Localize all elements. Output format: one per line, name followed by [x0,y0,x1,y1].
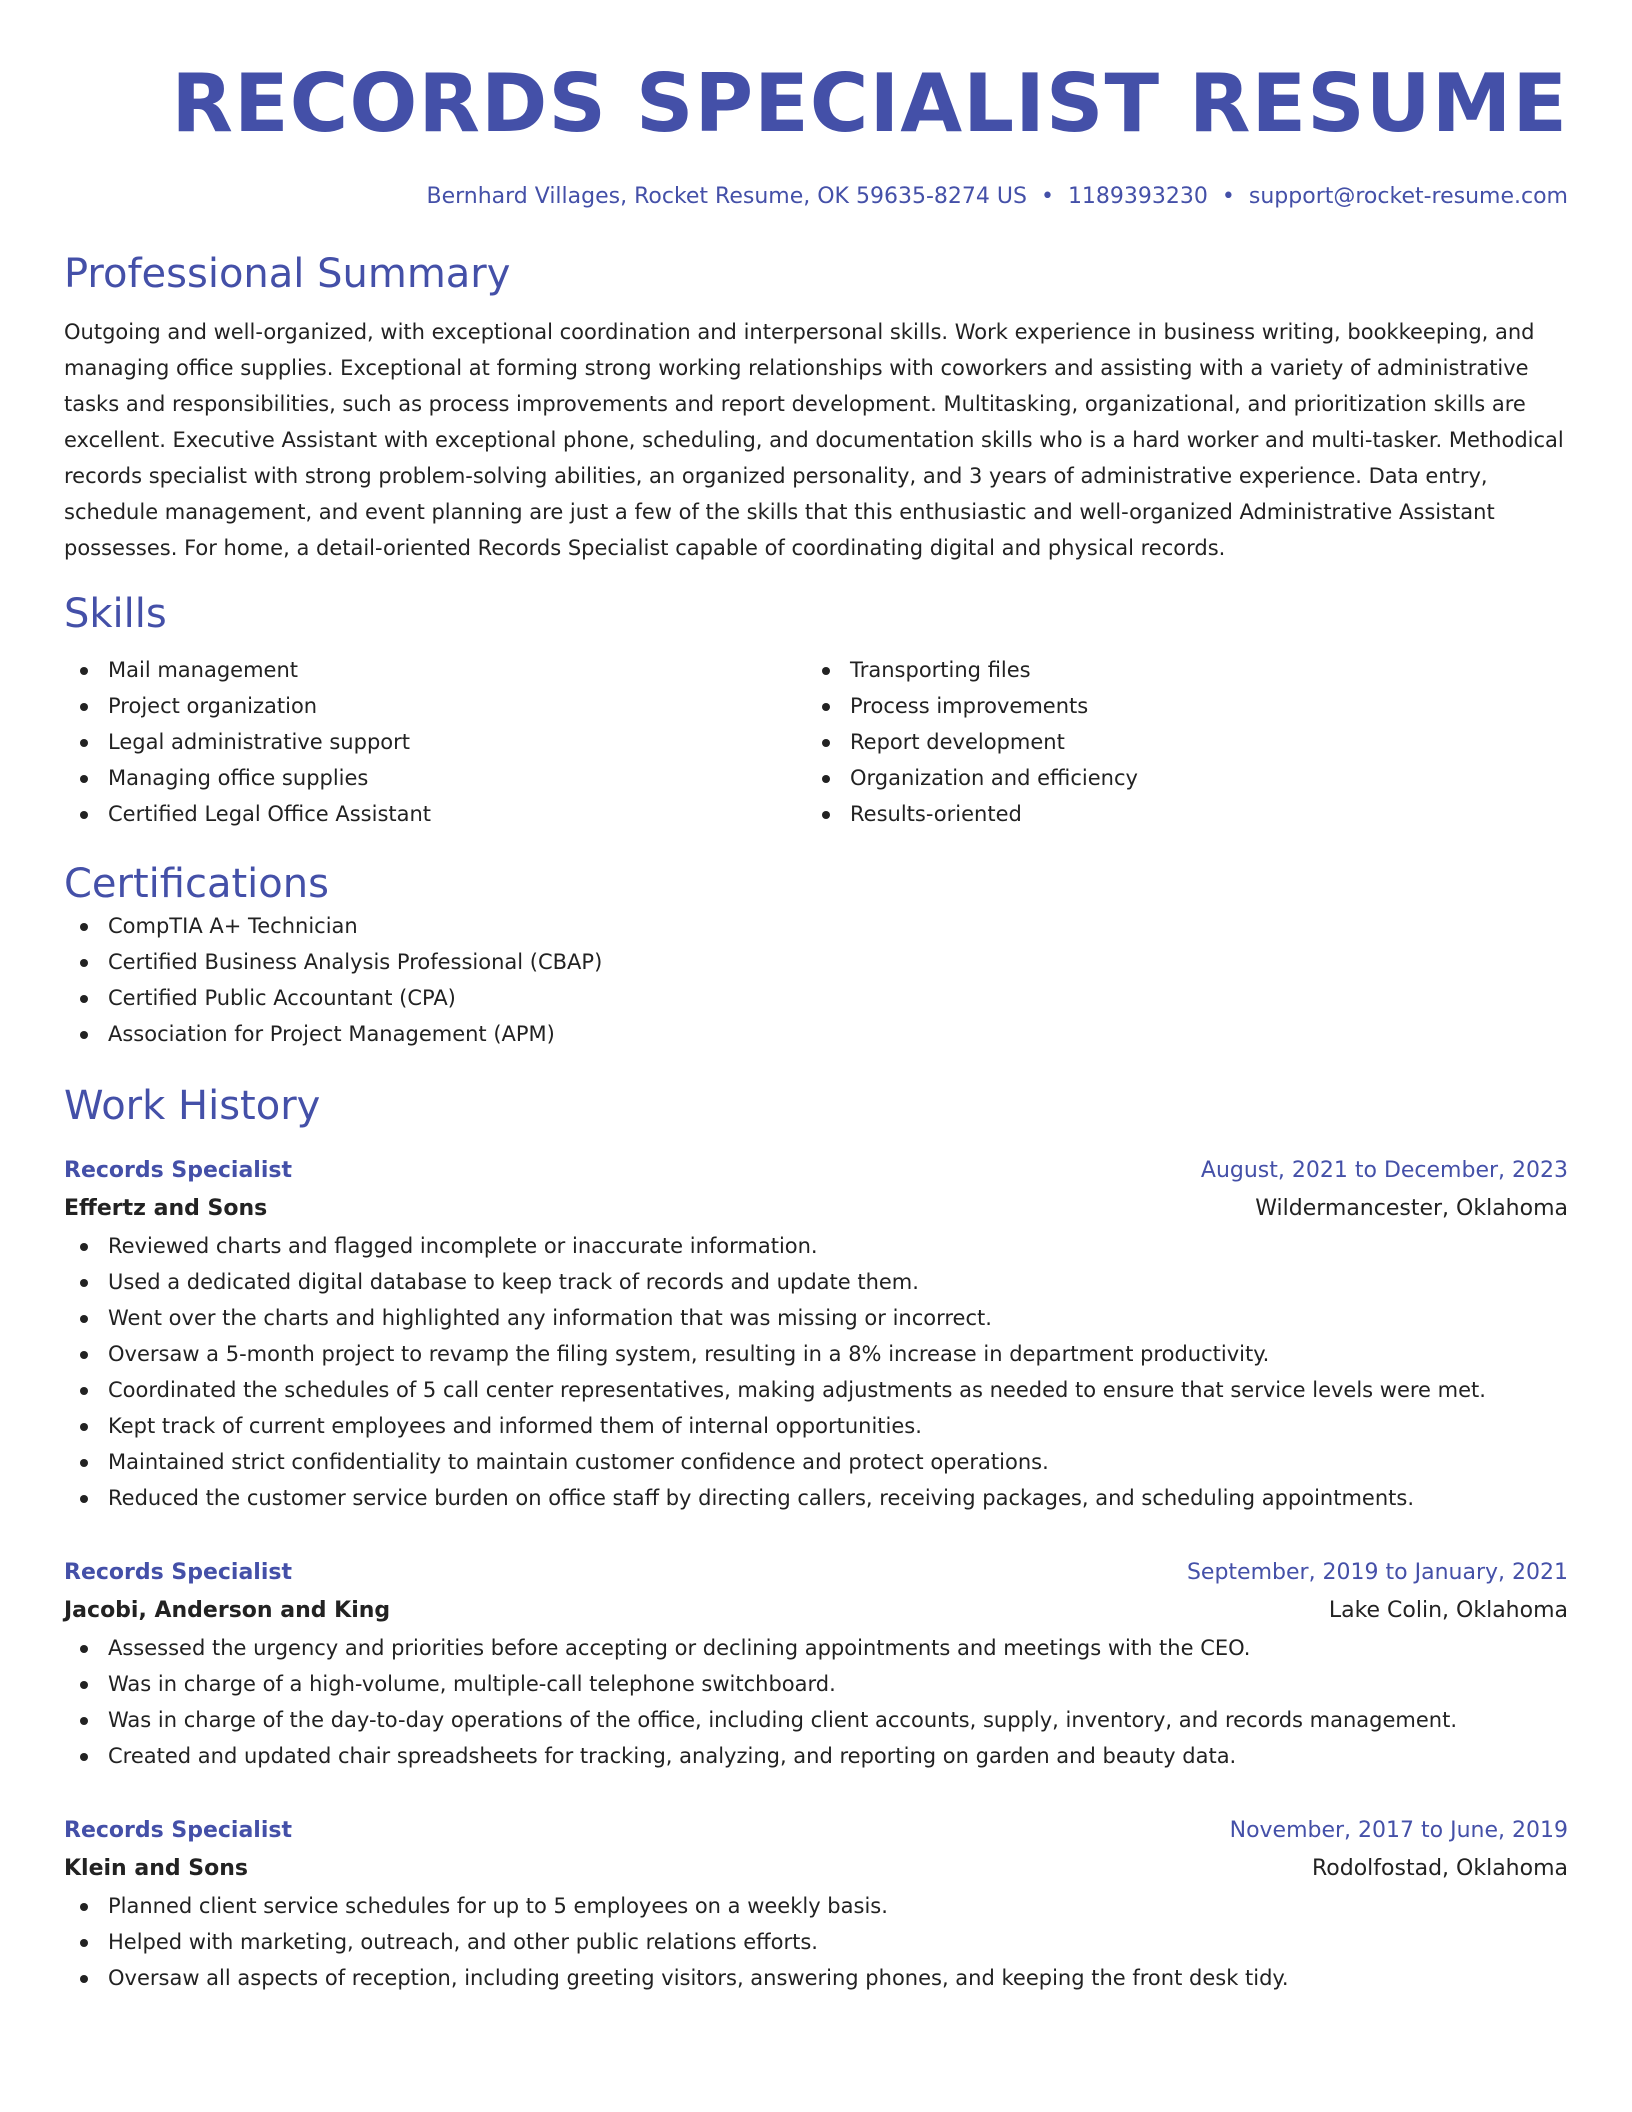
job-bullet: Maintained strict confidentiality to maintain customer confidence and protect operations. [64,1444,1568,1480]
job-title: Records Specialist [64,1560,293,1585]
skill-item: Managing office supplies [64,760,806,796]
job-bullet: Oversaw a 5-month project to revamp the filing system, resulting in a 8% increase in department productivity. [64,1336,1568,1372]
job-entry [64,1554,1568,1774]
job-dates: August, 2021 to December, 2023 [1200,1158,1568,1183]
certification-item: Association for Project Management (APM) [64,1016,1568,1052]
job-location: Wildermancester, Oklahoma [1255,1196,1568,1221]
skills-list-right [806,652,1548,832]
summary-heading: Professional Summary [64,251,511,297]
job-bullet: Reviewed charts and flagged incomplete or inaccurate information. [64,1228,1568,1264]
job-company-row [64,1190,1568,1228]
job-dates: November, 2017 to June, 2019 [1229,1818,1568,1843]
job-bullet: Reduced the customer service burden on office staff by directing callers, receiving packages, and scheduling appointments. [64,1480,1568,1516]
skill-item: Organization and efficiency [806,760,1548,796]
certifications-list [64,908,1568,1052]
skill-item: Mail management [64,652,806,688]
skills-list-left [64,652,806,832]
skill-item: Transporting files [806,652,1548,688]
job-bullets [64,1228,1568,1516]
skill-item: Certified Legal Office Assistant [64,796,806,832]
job-location: Lake Colin, Oklahoma [1328,1598,1568,1623]
job-bullet: Created and updated chair spreadsheets for tracking, analyzing, and reporting on garden and beauty data. [64,1738,1568,1774]
job-bullet: Kept track of current employees and informed them of internal opportunities. [64,1408,1568,1444]
work-history-heading: Work History [64,1083,321,1129]
job-company: Klein and Sons [64,1856,249,1881]
contact-line [64,182,1568,212]
resume-page [64,0,1568,1996]
skills-column-left [64,652,806,832]
job-title: Records Specialist [64,1818,293,1843]
summary-text: Outgoing and well-organized, with exceptional coordination and interpersonal skills. Work experience in business writing, bookkeeping, and managing office supplies. Exceptional at forming strong working relationships with coworkers and assisting with a variety of administrative tasks and responsibilities, such as process improvements and report development. Multitasking, organizational, and prioritization skills are excellent. Executive Assistant with exceptional phone, scheduling, and documentation skills who is a hard worker and multi-tasker. Methodical records specialist with strong problem-solving abilities, an organized personality, and 3 years of administrative experience. Data entry, schedule management, and event planning are just a few of the skills that this enthusiastic and well-organized Administrative Assistant possesses. For home, a detail-oriented Records Specialist capable of coordinating digital and physical records. [64,320,1564,560]
contact-email: support@rocket-resume.com [1248,184,1568,209]
job-bullet: Planned client service schedules for up to 5 employees on a weekly basis. [64,1888,1568,1924]
job-bullet: Was in charge of the day-to-day operations of the office, including client accounts, supply, inventory, and records management. [64,1702,1568,1738]
job-header-row [64,1152,1568,1190]
job-bullet: Was in charge of a high-volume, multiple-call telephone switchboard. [64,1666,1568,1702]
job-bullets [64,1888,1568,1996]
contact-phone: 1189393230 [1067,184,1208,209]
skill-item: Report development [806,724,1548,760]
certification-item: Certified Public Accountant (CPA) [64,980,1568,1016]
job-entry [64,1152,1568,1516]
skill-item: Process improvements [806,688,1548,724]
job-entry [64,1812,1568,1996]
skills-grid [64,652,1568,832]
job-title: Records Specialist [64,1158,293,1183]
certifications-heading: Certifications [64,861,329,907]
job-bullet: Oversaw all aspects of reception, including greeting visitors, answering phones, and keeping the front desk tidy. [64,1960,1568,1996]
skills-heading: Skills [64,591,167,637]
job-bullet: Went over the charts and highlighted any information that was missing or incorrect. [64,1300,1568,1336]
job-company: Jacobi, Anderson and King [64,1598,391,1623]
contact-separator: • [1221,184,1235,209]
job-bullet: Helped with marketing, outreach, and other public relations efforts. [64,1924,1568,1960]
job-header-row [64,1554,1568,1592]
job-header-row [64,1812,1568,1850]
certification-item: CompTIA A+ Technician [64,908,1568,944]
job-bullet: Coordinated the schedules of 5 call center representatives, making adjustments as needed to ensure that service levels were met. [64,1372,1568,1408]
skill-item: Results-oriented [806,796,1548,832]
job-location: Rodolfostad, Oklahoma [1312,1856,1568,1881]
job-dates: September, 2019 to January, 2021 [1186,1560,1568,1585]
job-bullets [64,1630,1568,1774]
skills-column-right [806,652,1548,832]
skill-item: Project organization [64,688,806,724]
contact-separator: • [1040,184,1054,209]
skill-item: Legal administrative support [64,724,806,760]
job-company: Effertz and Sons [64,1196,268,1221]
job-company-row [64,1850,1568,1888]
contact-address: Bernhard Villages, Rocket Resume, OK 59635-8274 US [426,184,1027,209]
job-bullet: Assessed the urgency and priorities before accepting or declining appointments and meetings with the CEO. [64,1630,1568,1666]
job-bullet: Used a dedicated digital database to keep track of records and update them. [64,1264,1568,1300]
certification-item: Certified Business Analysis Professional (CBAP) [64,944,1568,980]
resume-title: RECORDS SPECIALIST RESUME [171,57,1568,150]
job-company-row [64,1592,1568,1630]
